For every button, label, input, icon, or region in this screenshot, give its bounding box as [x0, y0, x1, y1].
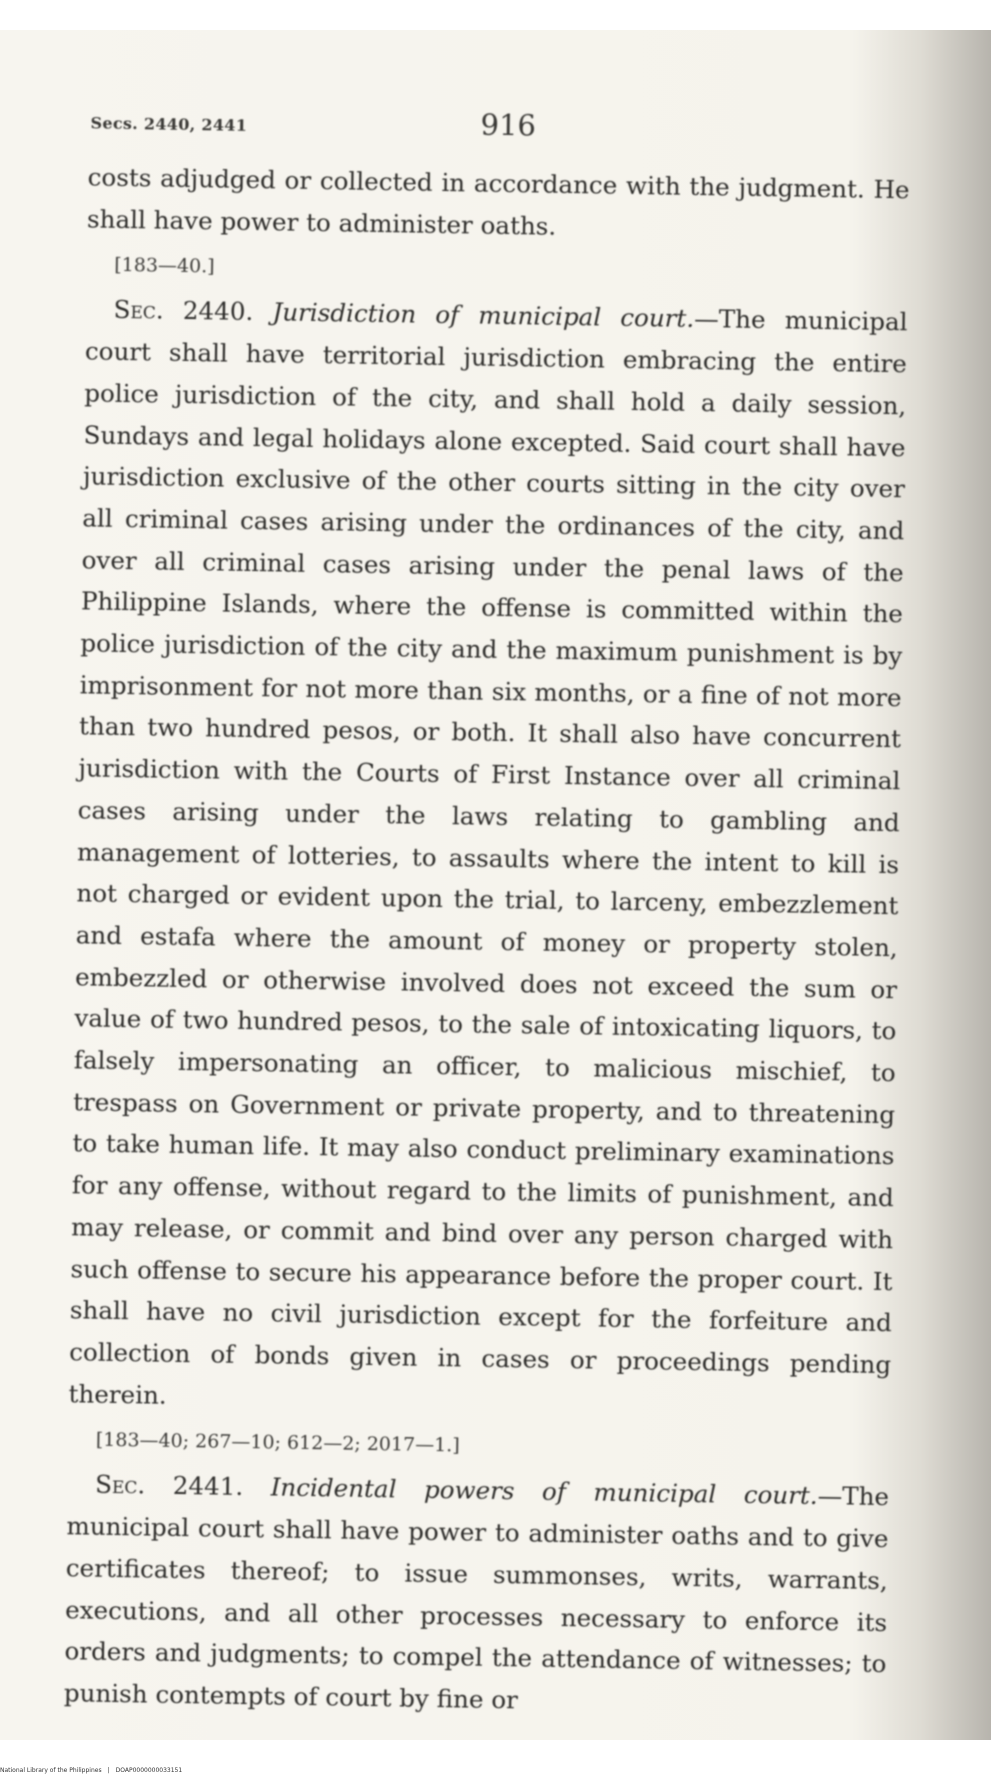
section-label: Sec. 2441. [94, 1470, 244, 1502]
section-reference: Secs. 2440, 2441 [90, 113, 248, 135]
footer-identifier: DOAP0000000033151 [115, 1767, 183, 1774]
section-catchline: Incidental powers of municipal court. [270, 1472, 818, 1511]
citation: [183—40.] [114, 254, 215, 278]
section-2441-paragraph [64, 1464, 890, 1727]
statute-body [64, 156, 910, 1726]
footer-source: National Library of the Philippines [0, 1767, 102, 1774]
continued-paragraph: costs adjudged or collected in accordance with the judgment. He shall have power to administer oaths. [86, 162, 910, 241]
running-header [90, 101, 871, 155]
page-number: 916 [480, 107, 537, 143]
section-label: Sec. 2440. [113, 295, 254, 327]
section-text: —The municipal court shall have territorial jurisdiction embracing the entire police jurisdiction of the city, and shall hold a daily session, Sundays and legal holidays alone excepted. Said court shall have jurisdiction exclusive of the other courts sitting in the city over all criminal cases arising under the ordinances of the city, and over all criminal cases arising under the penal laws of the Philippine Islands, where the offense is committed within the police jurisdiction of the city and the maximum punishment is by imprisonment for not more than six months, or a fine of not more than two hundred pesos, or both. It shall also have concurrent jurisdiction with the Courts of First Instance over all criminal cases arising under the laws relating to gambling and management of lotteries, to assaults where the intent to kill is not charged or evident upon the trial, to larceny, embezzlement and estafa where the amount of money or property stolen, embezzled or otherwise involved does not exceed the sum or value of two hundred pesos, to the sale of intoxicating liquors, to falsely impersonating an officer, to malicious mischief, to trespass on Government or private property, and to threatening to take human life. It may also conduct preliminary examinations for any offense, without regard to the limits of punishment, and may release, or commit and bind over any person charged with such offense to secure his appearance before the proper court. It shall have no civil jurisdiction except for the forfeiture and collection of bonds given in cases or proceedings pending therein. [68, 304, 908, 1410]
section-catchline: Jurisdiction of municipal court. [272, 297, 695, 334]
scan-footer: National Library of the Philippines | DOAP0000000033151 [0, 1767, 183, 1774]
page-text-block [0, 30, 991, 1755]
scanned-page [0, 30, 991, 1740]
section-2440-paragraph [68, 289, 908, 1428]
section-text: —The municipal court shall have power to administer oaths and to give certificates thereof; to issue summonses, writs, warrants, executions, and all other processes necessary to enforce its orders and judgments; to compel the attendance of witnesses; to punish contempts of court by fine or [63, 1481, 890, 1715]
citation: [183—40; 267—10; 612—2; 2017—1.] [95, 1429, 460, 1457]
